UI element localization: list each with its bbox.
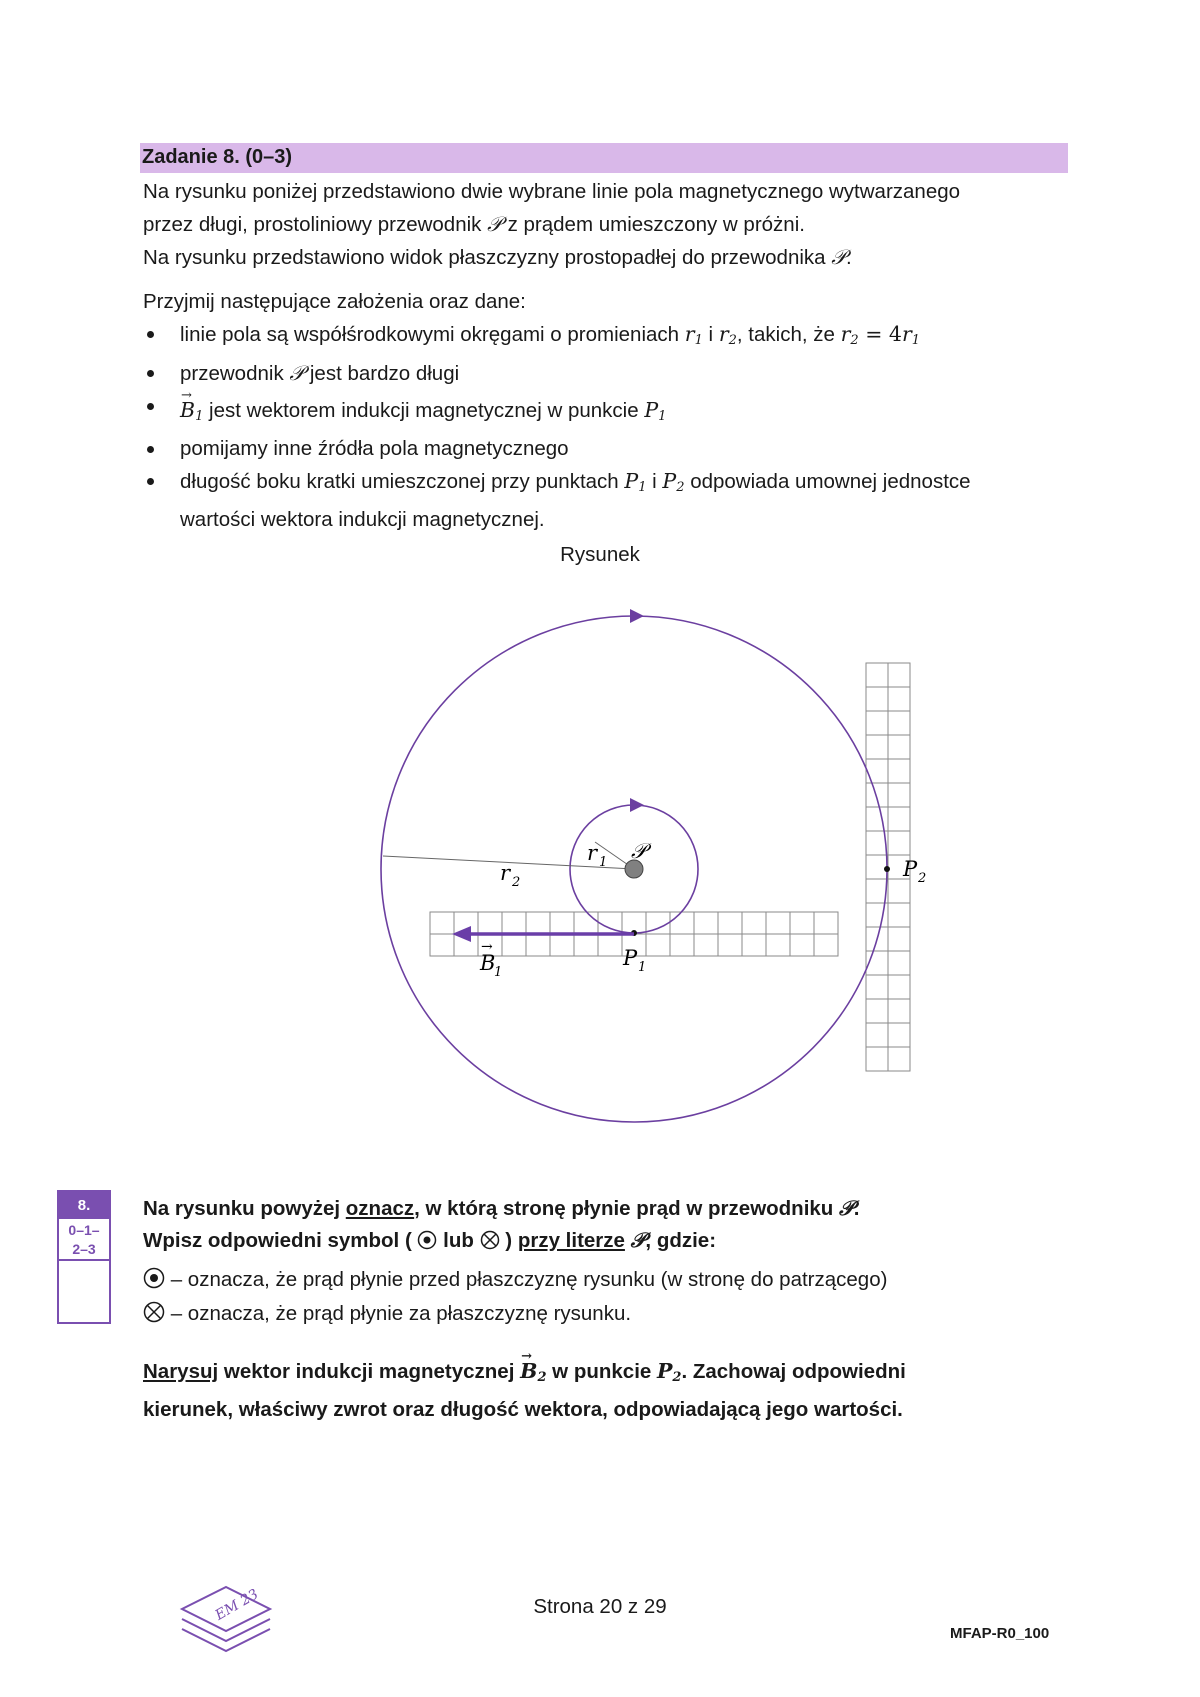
math-sub: 1: [911, 333, 921, 348]
bullet-text: przewodnik: [180, 362, 290, 385]
math-sub: 1: [638, 480, 647, 495]
bullet-text: linie pola są współśrodkowymi okręgami o promieniach: [180, 323, 685, 346]
score-range-line-1: 0–1–: [68, 1222, 100, 1238]
instruction-q1: [143, 1192, 1093, 1225]
label-r1-sub: 1: [599, 855, 608, 870]
label-r2-sub: 2: [512, 875, 521, 890]
bullet-text: odpowiada umownej jednostce: [684, 470, 971, 493]
label-b1-sub: 1: [494, 965, 503, 980]
instruction-underlined: oznacz: [345, 1197, 415, 1220]
label-r2: r: [500, 861, 511, 885]
bullet-text: i: [646, 470, 663, 493]
symbol-dot-desc: [143, 1264, 1103, 1296]
intro-line-2a: przez długi, prostoliniowy przewodnik: [143, 213, 488, 236]
math-eq: = 4: [858, 322, 902, 346]
document-code: MFAP-R0_100: [950, 1625, 1050, 1642]
vector-b: → B: [520, 1355, 537, 1387]
instruction-text: , gdzie:: [645, 1229, 717, 1252]
bullet-text: , takich, że: [736, 323, 841, 346]
wire-symbol: 𝒫: [839, 1196, 854, 1220]
vector-b1-head: [452, 926, 471, 942]
label-p1-sub: 1: [638, 960, 647, 975]
math-r: r: [901, 322, 912, 346]
math-sub: 2: [537, 1370, 547, 1385]
wire-symbol: 𝒫: [289, 361, 305, 385]
symbol-cross-desc: [143, 1298, 1103, 1330]
arrowhead-r1: [630, 798, 644, 812]
label-r1: r: [587, 841, 598, 865]
instruction-text: ): [499, 1229, 518, 1252]
instruction-text: wektor indukcji magnetycznej: [218, 1360, 521, 1383]
instruction-q2: [143, 1224, 1093, 1257]
math-sub: 2: [676, 480, 685, 495]
label-b1: B: [480, 951, 496, 975]
intro-line-2b: z prądem umieszczony w próżni.: [501, 213, 805, 236]
math-sub: 1: [694, 333, 703, 348]
bullet-text: jest wektorem indukcji magnetycznej w punkcie: [203, 399, 645, 422]
dot-symbol-icon: [143, 1267, 165, 1289]
instruction-text: Na rysunku powyżej: [143, 1197, 346, 1220]
math-sub: 1: [195, 409, 204, 424]
math-r: r: [684, 322, 695, 346]
intro-line-3b: .: [846, 246, 852, 269]
instruction-text: lub: [437, 1229, 480, 1252]
score-range-line-2: 2–3: [72, 1241, 96, 1257]
instruction-underlined: przy literze: [517, 1229, 625, 1252]
math-sub: 2: [672, 1370, 682, 1385]
math-sub: 2: [728, 333, 737, 348]
cross-symbol-icon: [143, 1301, 165, 1323]
bullet-text: wartości wektora indukcji magnetycznej.: [180, 508, 545, 531]
instruction-text: .: [853, 1197, 860, 1220]
intro-line-3a: Na rysunku przedstawiono widok płaszczyzny prostopadłej do przewodnika: [143, 246, 832, 269]
wire-symbol: 𝒫: [630, 1228, 646, 1252]
cross-symbol-icon: [480, 1230, 500, 1250]
instruction-text: – oznacza, że prąd płynie za płaszczyznę rysunku.: [165, 1302, 632, 1325]
math-p: P: [662, 469, 677, 493]
score-range: [59, 1219, 109, 1261]
instruction-text: . Zachowaj odpowiedni: [681, 1360, 906, 1383]
bullet-text: pomijamy inne źródła pola magnetycznego: [180, 437, 569, 460]
intro-line-1: Na rysunku poniżej przedstawiono dwie wybrane linie pola magnetycznego wytwarzanego: [143, 180, 961, 203]
page-number: Strona 20 z 29: [533, 1595, 667, 1618]
label-p1: P: [623, 946, 638, 970]
score-box: [57, 1190, 111, 1324]
point-p2: [884, 866, 890, 872]
instruction-q3-line-1: [143, 1355, 1103, 1394]
label-b1-arrow: →: [481, 939, 493, 955]
instruction-q3-line-2: kierunek, właściwy zwrot oraz długość wektora, odpowiadającą jego wartości.: [143, 1398, 903, 1421]
arrowhead-r2: [630, 609, 644, 623]
task-title: Zadanie 8. (0–3): [142, 146, 293, 168]
label-p2-sub: 2: [918, 871, 927, 886]
math-r: r: [840, 322, 851, 346]
bullet-text: i: [702, 323, 719, 346]
assumptions-heading: Przyjmij następujące założenia oraz dane:: [143, 290, 526, 313]
instruction-text: – oznacza, że prąd płynie przed płaszczyznę rysunku (w stronę do patrzącego): [165, 1268, 888, 1291]
wire-symbol: 𝒫: [831, 245, 847, 269]
label-wire: 𝒫: [631, 839, 647, 863]
figure-title: Rysunek: [560, 543, 640, 566]
dot-symbol-icon: [417, 1230, 437, 1250]
math-p: P: [656, 1359, 673, 1383]
instruction-underlined: Narysuj: [143, 1360, 219, 1383]
math-r: r: [718, 322, 729, 346]
instruction-text: w punkcie: [546, 1360, 657, 1383]
instruction-q3: [143, 1355, 1103, 1426]
instruction-text: , w którą stronę płynie prąd w przewodniku: [414, 1197, 840, 1220]
math-p: P: [624, 469, 639, 493]
logo-text: EM 23: [212, 1586, 262, 1624]
math-p: P: [644, 398, 659, 422]
score-field[interactable]: [59, 1261, 109, 1322]
wire-symbol: 𝒫: [487, 212, 502, 236]
math-sub: 1: [658, 409, 667, 424]
instruction-text: Wpisz odpowiedni symbol (: [143, 1229, 418, 1252]
vector-b: → B: [180, 394, 195, 426]
bullet-text: długość boku kratki umieszczonej przy punktach: [180, 470, 625, 493]
label-p2: P: [903, 857, 918, 881]
math-sub: 2: [850, 333, 859, 348]
score-number: 8.: [59, 1192, 109, 1219]
bullet-text: jest bardzo długi: [304, 362, 460, 385]
